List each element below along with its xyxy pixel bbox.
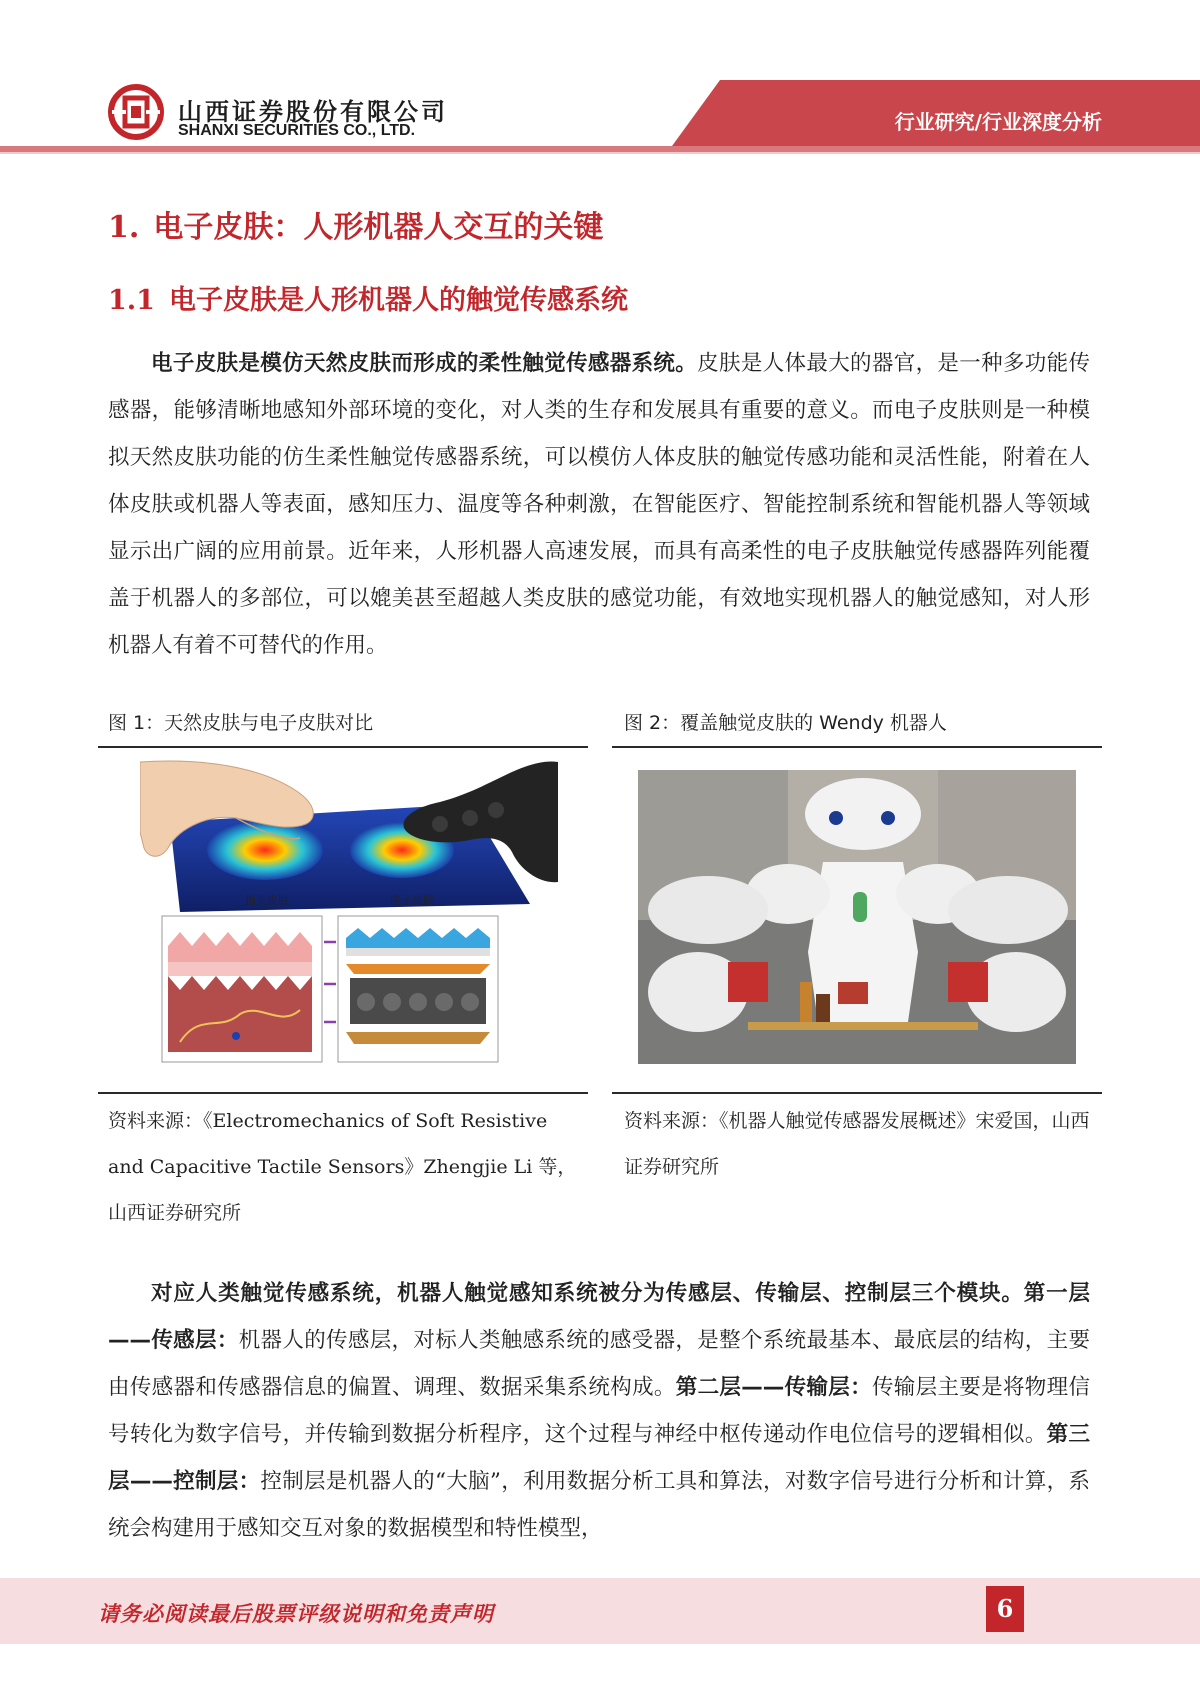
company-name-cn: 山西证券股份有限公司 [178, 98, 448, 126]
figure-2-title: 图 2：覆盖触觉皮肤的 Wendy 机器人 [624, 712, 947, 734]
electronic-skin-label: 电子皮肤 [390, 894, 434, 907]
company-name-en: SHANXI SECURITIES CO., LTD. [178, 122, 416, 139]
layer-3-title: 第三层——控制层： [108, 1422, 1090, 1494]
section-heading-1 [108, 202, 603, 246]
skin-comparison-illustration [140, 752, 558, 1086]
layer-1-body: 机器人的传感层，对标人类触感系统的感受器，是整个系统最基本、最底层的结构，主要由传感器和传感器信息的偏置、调理、数据采集系统构成。 [108, 1328, 1090, 1400]
figure-1-source: 资料来源：《Electromechanics of Soft Resistive and Capacitive Tactile Sensors》Zhengjie Li 等，山西证券研究所 [108, 1110, 577, 1224]
section-heading-1-1 [108, 278, 628, 317]
heading-number: 1.1 [108, 285, 155, 316]
heading-number: 1. [108, 210, 140, 245]
layer-2-body: 传输层主要是将物理信号转化为数字信号，并传输到数据分析程序，这个过程与神经中枢传递动作电位信号的逻辑相似。 [108, 1375, 1090, 1447]
wendy-robot-photo [638, 752, 1076, 1064]
figure-2-top-rule [612, 746, 1102, 748]
fingertip-skin-label: 指尖皮肤 [245, 894, 289, 907]
report-category: 行业研究/行业深度分析 [894, 110, 1102, 134]
paragraph-lead: 对应人类触觉传感系统，机器人触觉感知系统被分为传感层、传输层、控制层三个模块。 [151, 1281, 1024, 1306]
layer-3-body: 控制层是机器人的“大脑”，利用数据分析工具和算法，对数字信号进行分析和计算，系统会构建用于感知交互对象的数据模型和特性模型， [108, 1469, 1090, 1541]
paragraph-tactile-layers [108, 1270, 1090, 1552]
paragraph-body: 皮肤是人体最大的器官，是一种多功能传感器，能够清晰地感知外部环境的变化，对人类的生存和发展具有重要的意义。而电子皮肤则是一种模拟天然皮肤功能的仿生柔性触觉传感器系统，可以模仿人体皮肤的触觉传感功能和灵活性能，附着在人体皮肤或机器人等表面，感知压力、温度等各种刺激，在智能医疗、智能控制系统和智能机器人等领域显示出广阔的应用前景。近年来，人形机器人高速发展，而具有高柔性的电子皮肤触觉传感器阵列能覆盖于机器人的多部位，可以媲美甚至超越人类皮肤的感觉功能，有效地实现机器人的触觉感知，对人形机器人有着不可替代的作用。 [108, 351, 1090, 658]
figure-2-bottom-rule [612, 1092, 1102, 1094]
figure-1-image [140, 752, 558, 1086]
heading-text: 电子皮肤：人形机器人交互的关键 [153, 210, 604, 245]
figure-1-bottom-rule [98, 1092, 588, 1094]
paragraph-electronic-skin [108, 340, 1090, 669]
figure-1-top-rule [98, 746, 588, 748]
figure-1-title: 图 1：天然皮肤与电子皮肤对比 [108, 712, 374, 734]
figure-2-source: 资料来源：《机器人触觉传感器发展概述》宋爱国，山西证券研究所 [624, 1110, 1090, 1178]
page-header [0, 0, 1200, 165]
shanxi-securities-logo-icon [108, 84, 164, 140]
page-number: 6 [986, 1586, 1024, 1632]
layer-2-title: 第二层——传输层： [675, 1375, 872, 1400]
layer-1-title: 第一层——传感层： [108, 1281, 1090, 1353]
figure-2-image [638, 752, 1076, 1086]
heading-text: 电子皮肤是人形机器人的触觉传感系统 [168, 285, 628, 316]
disclaimer-link[interactable]: 请务必阅读最后股票评级说明和免责声明 [98, 1601, 494, 1626]
paragraph-lead: 电子皮肤是模仿天然皮肤而形成的柔性触觉传感器系统。 [151, 351, 698, 376]
